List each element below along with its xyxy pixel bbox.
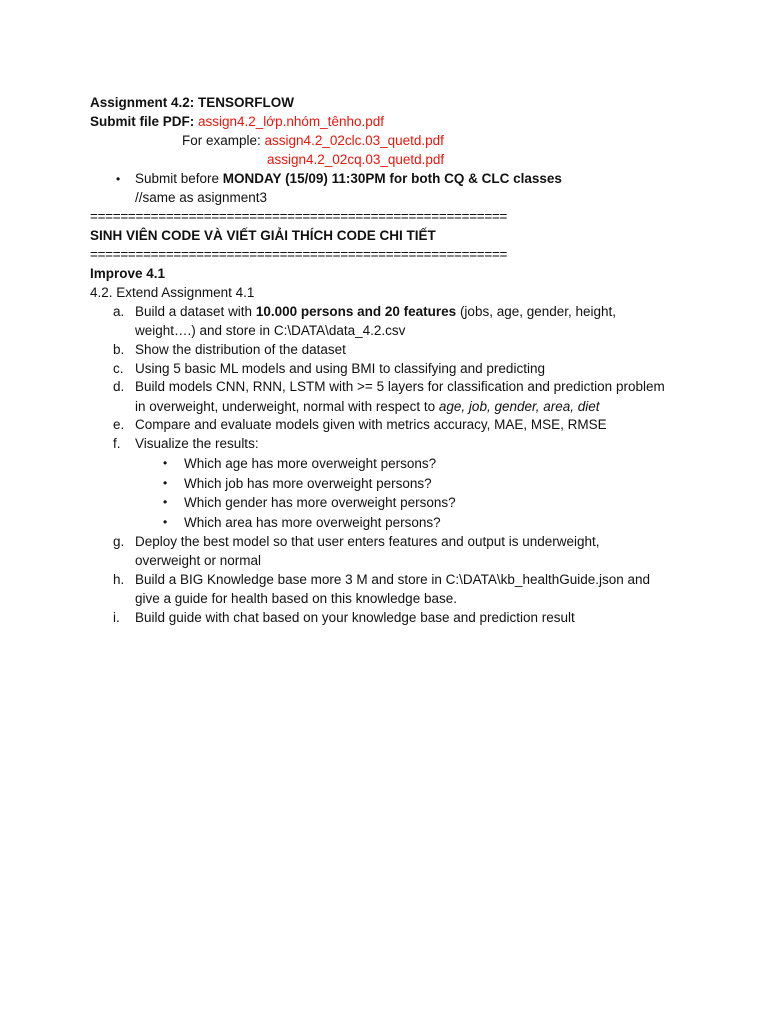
task-a-line2: weight….) and store in C:\DATA\data_4.2.csv — [135, 323, 406, 338]
task-g-line2: overweight or normal — [135, 553, 262, 568]
section-heading: SINH VIÊN CODE VÀ VIẾT GIẢI THÍCH CODE CHI TIẾT — [90, 228, 436, 243]
task-f-text: Visualize the results: — [135, 436, 259, 451]
question-bullet-3: • — [163, 495, 168, 509]
extend-heading: 4.2. Extend Assignment 4.1 — [90, 285, 255, 300]
task-d-line2-pre: in overweight, underweight, normal with respect to — [135, 399, 439, 414]
task-d-line1: Build models CNN, RNN, LSTM with >= 5 layers for classification and prediction problem — [135, 379, 665, 394]
task-f-marker: f. — [113, 436, 121, 451]
deadline-note: //same as asignment3 — [135, 190, 268, 205]
separator-bottom: ======================================================= — [90, 247, 508, 262]
submit-label: Submit file PDF: — [90, 114, 198, 129]
task-e-text: Compare and evaluate models given with metrics accuracy, MAE, MSE, RMSE — [135, 417, 607, 432]
submit-line — [90, 112, 384, 131]
deadline-prefix: Submit before — [135, 171, 223, 186]
task-a-post: (jobs, age, gender, height, — [456, 304, 617, 319]
task-a-bold: 10.000 persons and 20 features — [255, 304, 457, 319]
question-bullet-2: • — [163, 476, 168, 490]
task-h-line2: give a guide for health based on this knowledge base. — [135, 591, 457, 606]
task-c-marker: c. — [113, 361, 124, 376]
task-a-line1 — [135, 302, 616, 321]
improve-heading: Improve 4.1 — [90, 266, 166, 281]
example-filename-2: assign4.2_02cq.03_quetd.pdf — [267, 152, 445, 167]
separator-top: ======================================================= — [90, 209, 508, 224]
assignment-title: Assignment 4.2: TENSORFLOW — [90, 95, 295, 110]
example-filename-1: assign4.2_02clc.03_quetd.pdf — [264, 133, 444, 148]
question-item: Which gender has more overweight persons? — [184, 495, 456, 510]
task-a-marker: a. — [113, 304, 125, 319]
deadline-date: MONDAY (15/09) 11:30PM for both CQ & CLC classes — [222, 171, 562, 186]
question-item: Which age has more overweight persons? — [184, 456, 437, 471]
question-bullet-4: • — [163, 515, 168, 529]
deadline-line — [135, 169, 562, 188]
question-item: Which area has more overweight persons? — [184, 515, 441, 530]
task-h-line1: Build a BIG Knowledge base more 3 M and store in C:\DATA\kb_healthGuide.json and — [135, 572, 651, 587]
task-h-marker: h. — [113, 572, 125, 587]
task-i-text: Build guide with chat based on your knowledge base and prediction result — [135, 610, 575, 625]
task-i-marker: i. — [113, 610, 120, 625]
task-d-line2 — [135, 397, 600, 416]
task-g-line1: Deploy the best model so that user enters features and output is underweight, — [135, 534, 600, 549]
task-c-text: Using 5 basic ML models and using BMI to classifying and predicting — [135, 361, 545, 376]
example-label: For example: — [182, 133, 265, 148]
task-a-pre: Build a dataset with — [135, 304, 256, 319]
task-e-marker: e. — [113, 417, 125, 432]
submit-filename: assign4.2_lớp.nhóm_tênho.pdf — [198, 114, 384, 129]
task-d-line2-italic: age, job, gender, area, diet — [438, 399, 600, 414]
question-bullet-1: • — [163, 456, 168, 470]
example-line-1 — [182, 131, 444, 150]
task-d-marker: d. — [113, 379, 125, 394]
question-item: Which job has more overweight persons? — [184, 476, 432, 491]
deadline-bullet: • — [116, 172, 121, 186]
task-b-marker: b. — [113, 342, 125, 357]
task-b-text: Show the distribution of the dataset — [135, 342, 346, 357]
task-g-marker: g. — [113, 534, 125, 549]
